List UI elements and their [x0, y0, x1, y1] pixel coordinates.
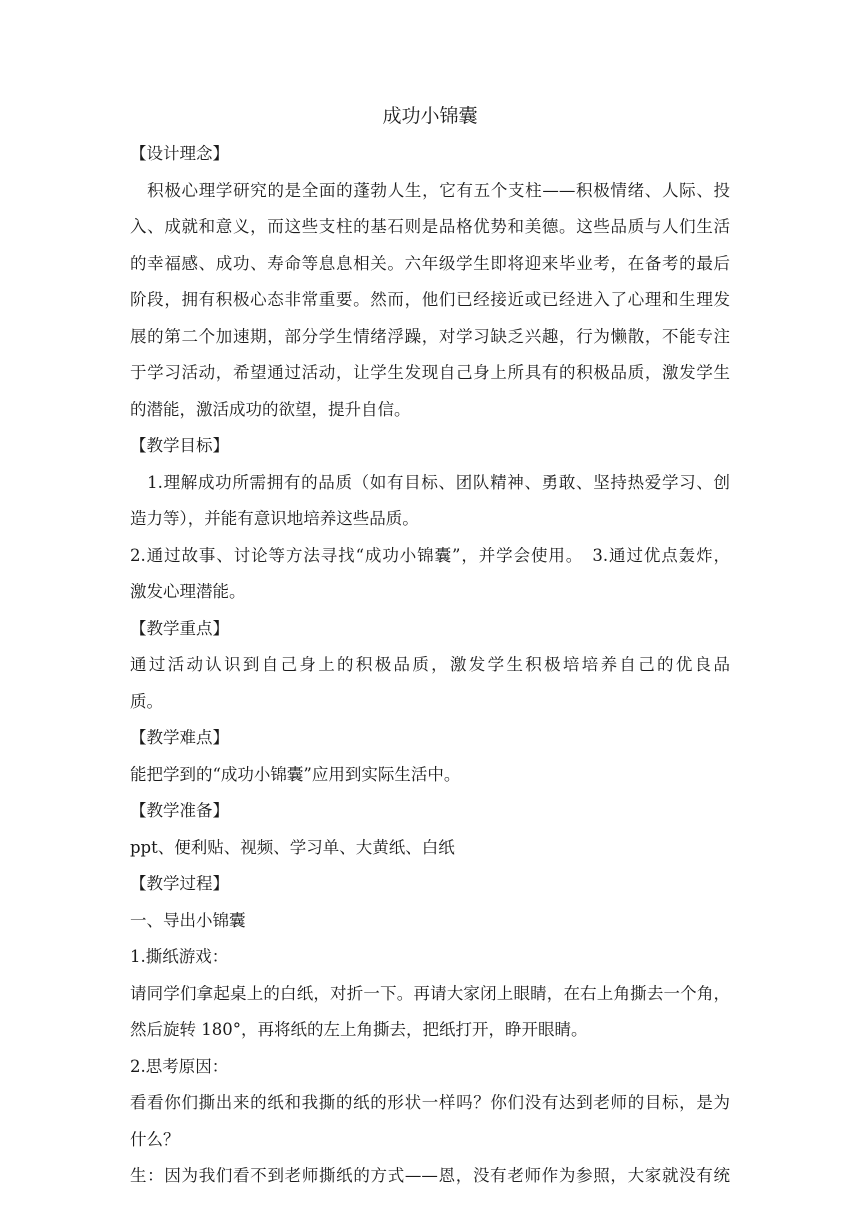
section-heading-preparation: 【教学准备】 — [130, 801, 229, 820]
section-heading-difficulties: 【教学难点】 — [130, 728, 229, 747]
paragraph-line: 的幸福感、成功、寿命等息息相关。六年级学生即将迎来毕业考，在备考的最后 — [130, 253, 730, 273]
paragraph-line: 质。 — [130, 691, 163, 711]
paragraph-line: 阶段，拥有积极心态非常重要。然而，他们已经接近或已经进入了心理和生理发 — [130, 290, 730, 309]
section-heading-key-points: 【教学重点】 — [130, 618, 229, 638]
paragraph-line: 什么？ — [130, 1129, 180, 1149]
paragraph-line: 看看你们撕出来的纸和我撕的纸的形状一样吗？你们没有达到老师的目标，是为 — [130, 1093, 730, 1112]
paragraph-line: 入、成就和意义，而这些支柱的基石则是品格优势和美德。这些品质与人们生活 — [130, 217, 730, 236]
paragraph-line: 于学习活动，希望通过活动，让学生发现自己身上所具有的积极品质，激发学生 — [130, 363, 730, 382]
paragraph-line: ppt、便利贴、视频、学习单、大黄纸、白纸 — [130, 837, 455, 857]
document-title: 成功小锦囊 — [382, 105, 478, 127]
paragraph-line: 的潜能，激活成功的欲望，提升自信。 — [130, 399, 411, 419]
paragraph-line: 1.理解成功所需拥有的品质（如有目标、团队精神、勇敢、坚持热爱学习、创 — [130, 472, 730, 492]
paragraph-line: 展的第二个加速期，部分学生情绪浮躁，对学习缺乏兴趣，行为懒散，不能专注 — [130, 326, 730, 346]
paragraph-line: 激发心理潜能。 — [130, 582, 246, 601]
paragraph-line: 造力等），并能有意识地培养这些品质。 — [130, 509, 419, 528]
paragraph-line: 然后旋转 180°，再将纸的左上角撕去，把纸打开，睁开眼睛。 — [130, 1020, 588, 1039]
paragraph-line: 2.通过故事、讨论等方法寻找“成功小锦囊”，并学会使用。 3.通过优点轰炸， — [130, 545, 730, 565]
section-heading-design: 【设计理念】 — [130, 144, 229, 163]
paragraph-line: 通过活动认识到自己身上的积极品质，激发学生积极培培养自己的优良品 — [130, 655, 730, 674]
section-heading-process: 【教学过程】 — [130, 874, 229, 893]
paragraph-line: 能把学到的“成功小锦囊”应用到实际生活中。 — [130, 764, 461, 784]
section-heading-goals: 【教学目标】 — [130, 436, 229, 455]
paragraph-line: 2.思考原因： — [130, 1056, 229, 1076]
paragraph-line: 一、导出小锦囊 — [130, 910, 246, 930]
paragraph-line: 积极心理学研究的是全面的蓬勃人生，它有五个支柱——积极情绪、人际、投 — [130, 180, 730, 200]
paragraph-line: 生：因为我们看不到老师撕纸的方式——恩，没有老师作为参照，大家就没有统 — [130, 1166, 730, 1185]
paragraph-line: 1.撕纸游戏： — [130, 947, 229, 966]
document-page — [130, 96, 730, 1195]
paragraph-line: 请同学们拿起桌上的白纸，对折一下。再请大家闭上眼睛，在右上角撕去一个角， — [130, 983, 730, 1003]
